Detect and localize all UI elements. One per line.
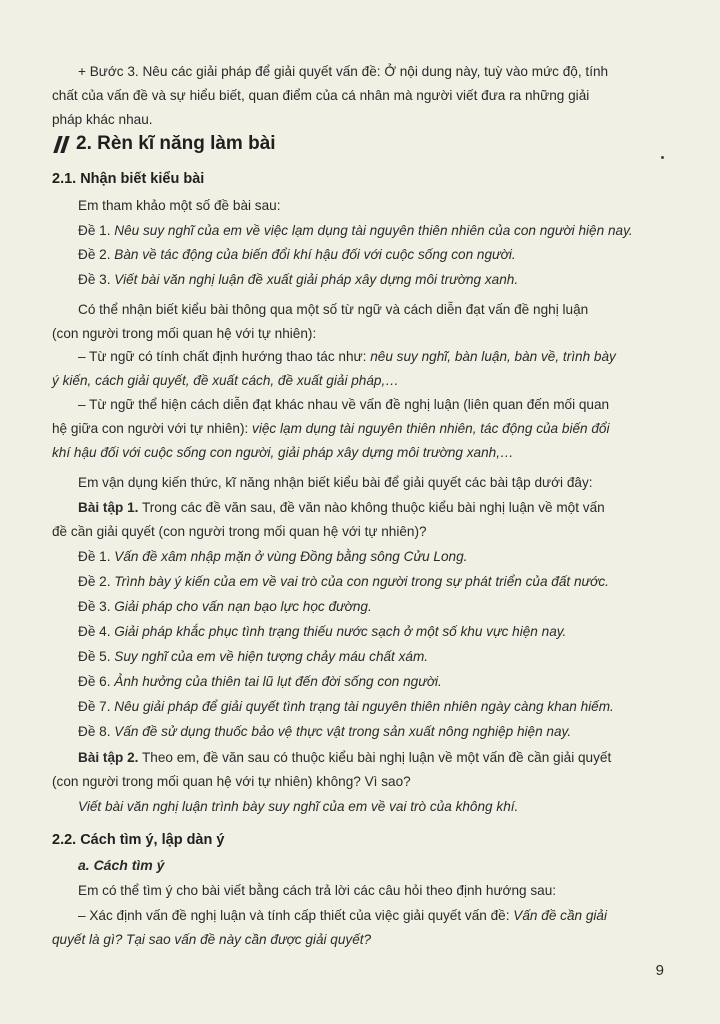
exercise-1-item-7: [78, 695, 668, 719]
dash-2-line-2: [52, 417, 668, 441]
exercise-1-line-2: đề cần giải quyết (con người trong mối quan hệ với tự nhiên)?: [52, 524, 427, 539]
intro-line-1: + Bước 3. Nêu các giải pháp để giải quyết vấn đề: Ở nội dung này, tuỳ vào mức độ, tính: [78, 64, 609, 79]
section-2-heading: [52, 133, 276, 155]
item-3-text: Giải pháp cho vấn nạn bạo lực học đường.: [114, 599, 372, 614]
dash-1-intro: – Từ ngữ có tính chất định hướng thao tác như:: [78, 349, 371, 364]
apply-line: Em vận dụng kiến thức, kĩ năng nhận biết kiểu bài để giải quyết các bài tập dưới đây:: [78, 475, 593, 490]
question-line-2: quyết là gì? Tại sao vấn đề này cần được giải quyết?: [52, 932, 372, 947]
question-intro: – Xác định vấn đề nghị luận và tính cấp thiết của việc giải quyết vấn đề:: [78, 908, 514, 923]
dash-2-line-3: khí hậu đối với cuộc sống con người, giải pháp xây dựng môi trường xanh,…: [52, 445, 514, 460]
exercise-2-line-1: [78, 746, 668, 770]
intro-line-3: pháp khác nhau.: [52, 112, 153, 127]
item-6-text: Ảnh hưởng của thiên tai lũ lụt đến đời sống con người.: [114, 674, 442, 689]
item-8-label: Đề 8.: [78, 724, 115, 739]
item-2-text: Trình bày ý kiến của em về vai trò của con người trong sự phát triển của đất nước.: [114, 574, 609, 589]
exercise-1-item-6: [78, 670, 668, 694]
exercise-1-line-1: [78, 496, 668, 520]
subsection-2-2-title: 2.2. Cách tìm ý, lập dàn ý: [52, 832, 225, 848]
dash-1-line-1: [78, 345, 668, 369]
example-1: [78, 219, 668, 243]
item-7-label: Đề 7.: [78, 699, 115, 714]
double-slash-icon: [52, 135, 70, 153]
example-1-label: Đề 1.: [78, 223, 115, 238]
example-3: [78, 268, 668, 292]
example-1-text: Nêu suy nghĩ của em về việc lạm dụng tài nguyên thiên nhiên của con người hiện nay.: [114, 223, 633, 238]
sub21-lead: Em tham khảo một số đề bài sau:: [78, 198, 281, 213]
exercise-1-item-8: [78, 720, 668, 744]
example-2: [78, 243, 668, 267]
exercise-1-item-1: [78, 545, 668, 569]
page-number: 9: [655, 962, 664, 979]
example-2-label: Đề 2.: [78, 247, 115, 262]
subsection-2-1-title: 2.1. Nhận biết kiểu bài: [52, 171, 205, 187]
exercise-1-item-5: [78, 645, 668, 669]
item-3-label: Đề 3.: [78, 599, 115, 614]
dash-2-line-1: – Từ ngữ thể hiện cách diễn đạt khác nhau về vấn đề nghị luận (liên quan đến mối quan: [78, 397, 610, 412]
dash-1-terms: nêu suy nghĩ, bàn luận, bàn về, trình bày: [370, 349, 616, 364]
example-3-text: Viết bài văn nghị luận đề xuất giải pháp xây dựng môi trường xanh.: [114, 272, 519, 287]
dash-1-line-2: ý kiến, cách giải quyết, đề xuất cách, đề xuất giải pháp,…: [52, 373, 399, 388]
identify-line-2: (con người trong mối quan hệ với tự nhiên):: [52, 326, 317, 341]
sub22-lead: Em có thể tìm ý cho bài viết bằng cách trả lời các câu hỏi theo định hướng sau:: [78, 883, 557, 898]
exercise-1-text: Trong các đề văn sau, đề văn nào không thuộc kiểu bài nghị luận về một vấn: [138, 500, 605, 515]
item-5-label: Đề 5.: [78, 649, 115, 664]
exercise-2-prompt: Viết bài văn nghị luận trình bày suy nghĩ của em về vai trò của không khí.: [78, 799, 519, 814]
exercise-2-label: Bài tập 2.: [78, 750, 139, 765]
dash-2-intro: hệ giữa con người với tự nhiên):: [52, 421, 253, 436]
item-2-label: Đề 2.: [78, 574, 115, 589]
exercise-2-line-2: (con người trong mối quan hệ với tự nhiên) không? Vì sao?: [52, 774, 411, 789]
exercise-2-text: Theo em, đề văn sau có thuộc kiểu bài nghị luận về một vấn đề cần giải quyết: [138, 750, 612, 765]
question-line-1: [78, 904, 668, 928]
exercise-1-item-4: [78, 620, 668, 644]
exercise-1-item-3: [78, 595, 668, 619]
item-6-label: Đề 6.: [78, 674, 115, 689]
exercise-1-item-2: [78, 570, 668, 594]
identify-line-1: Có thể nhận biết kiểu bài thông qua một số từ ngữ và cách diễn đạt vấn đề nghị luận: [78, 302, 589, 317]
item-8-text: Vấn đề sử dụng thuốc bảo vệ thực vật trong sản xuất nông nghiệp hiện nay.: [114, 724, 572, 739]
item-4-label: Đề 4.: [78, 624, 115, 639]
item-4-text: Giải pháp khắc phục tình trạng thiếu nước sạch ở một số khu vực hiện nay.: [114, 624, 567, 639]
example-2-text: Bàn về tác động của biến đổi khí hậu đối với cuộc sống con người.: [114, 247, 516, 262]
question-text-a: Vấn đề cần giải: [513, 908, 608, 923]
example-3-label: Đề 3.: [78, 272, 115, 287]
intro-line-2: chất của vấn đề và sự hiểu biết, quan điểm của cá nhân mà người viết đưa ra những giải: [52, 88, 590, 103]
dot-mark: [661, 156, 664, 159]
subsection-a-title: a. Cách tìm ý: [78, 857, 165, 873]
section-2-title: 2. Rèn kĩ năng làm bài: [76, 133, 276, 154]
dash-2-terms: việc lạm dụng tài nguyên thiên nhiên, tác động của biến đổi: [252, 421, 610, 436]
item-7-text: Nêu giải pháp để giải quyết tình trạng tài nguyên thiên nhiên ngày càng khan hiếm.: [114, 699, 614, 714]
exercise-1-label: Bài tập 1.: [78, 500, 139, 515]
item-5-text: Suy nghĩ của em về hiện tượng chảy máu chất xám.: [114, 649, 429, 664]
item-1-text: Vấn đề xâm nhập mặn ở vùng Đồng bằng sông Cửu Long.: [114, 549, 468, 564]
item-1-label: Đề 1.: [78, 549, 115, 564]
